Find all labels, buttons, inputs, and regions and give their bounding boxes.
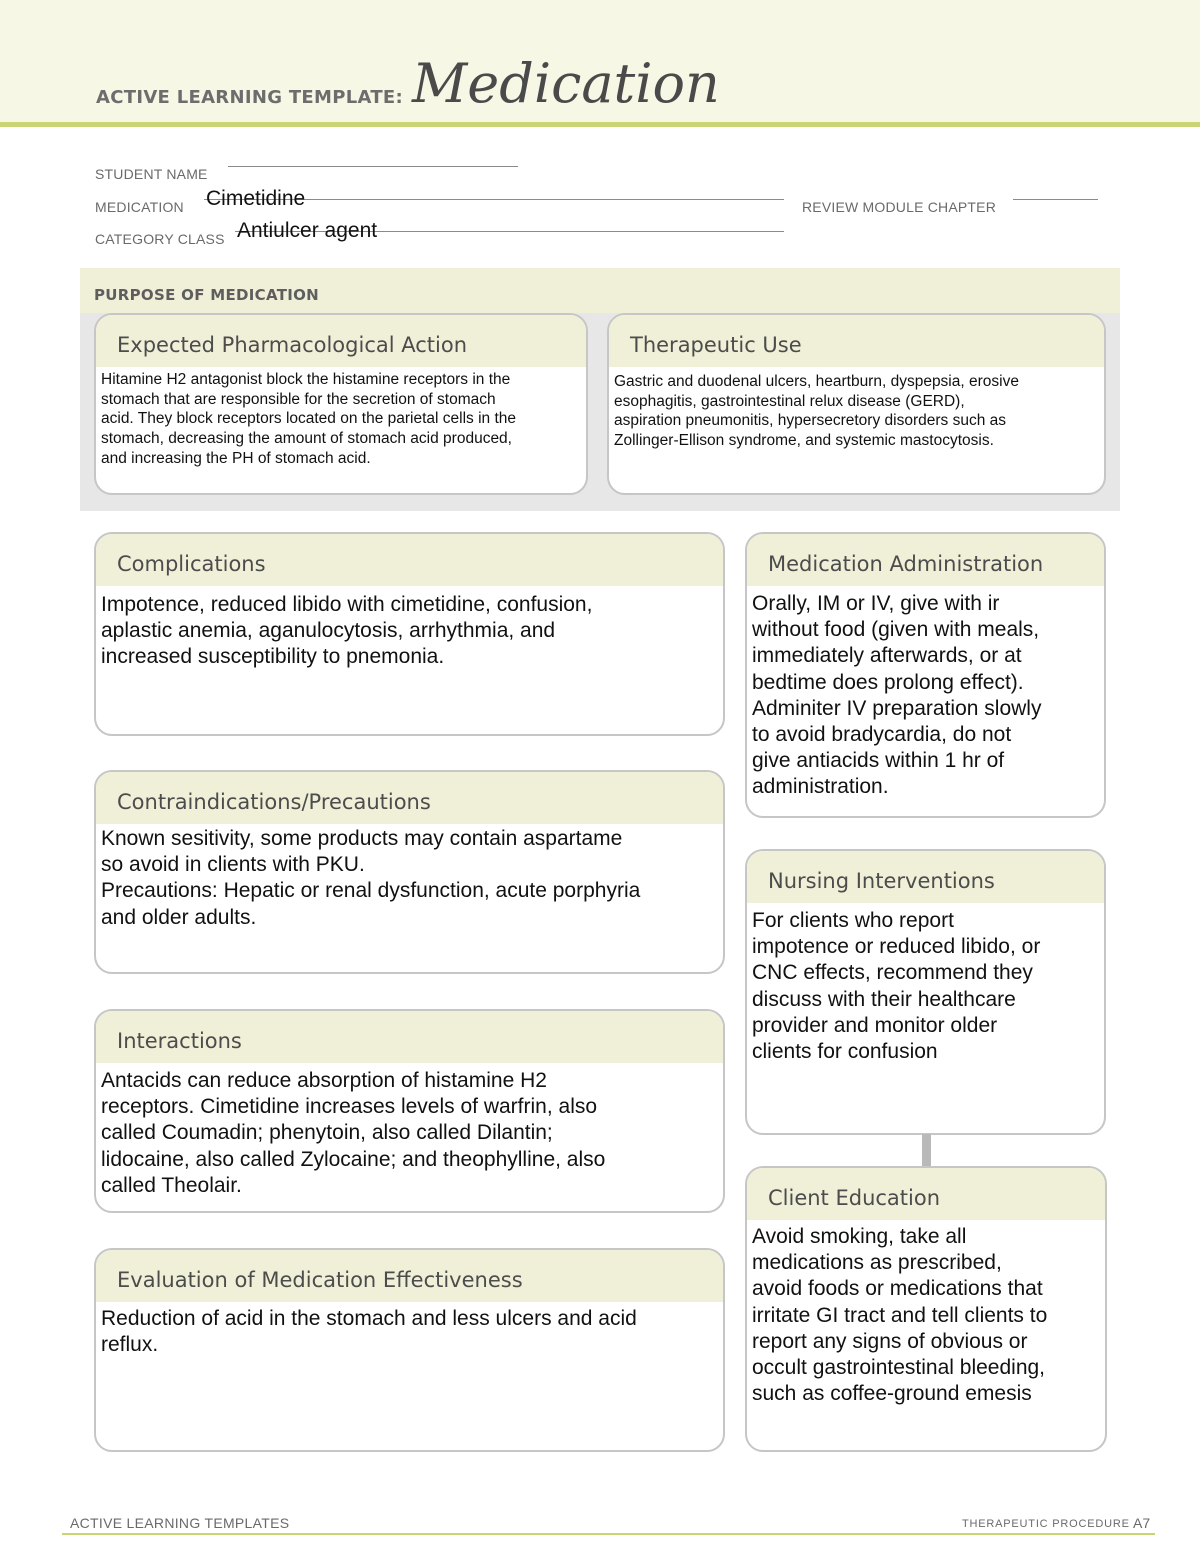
student-name-line [228,166,518,167]
complications-text[interactable]: Impotence, reduced libido with cimetidine, confusion, aplastic anemia, aganulocytosis, arrhythmia, and increased susceptibility to pnemonia. [101,593,593,669]
page-number: A7 [1133,1515,1151,1531]
education-title: Client Education [768,1186,941,1210]
administration-title: Medication Administration [768,552,1044,576]
therapeutic-use-box [607,313,1106,495]
header-divider [0,122,1200,127]
contraindications-box [94,770,725,974]
category-class-value[interactable]: Antiulcer agent [237,219,378,242]
student-name-label: STUDENT NAME [95,166,208,182]
evaluation-text[interactable]: Reduction of acid in the stomach and less ulcers and acid reflux. [101,1307,637,1357]
expected-action-title: Expected Pharmacological Action [117,333,468,357]
contraindications-title: Contraindications/Precautions [117,790,431,814]
complications-title: Complications [117,552,266,576]
contraindications-text[interactable]: Known sesitivity, some products may contain aspartame so avoid in clients with PKU. Precautions: Hepatic or renal dysfunction, acute porphyria and older adults. [101,827,641,929]
education-box [745,1166,1107,1452]
purpose-title: PURPOSE OF MEDICATION [94,286,320,304]
therapeutic-use-title: Therapeutic Use [630,333,802,357]
nursing-title: Nursing Interventions [768,869,995,893]
box-connector [922,1134,931,1166]
expected-action-box [94,313,588,495]
footer-divider [62,1533,1155,1535]
complications-box [94,532,725,736]
interactions-title: Interactions [117,1029,242,1053]
evaluation-title: Evaluation of Medication Effectiveness [117,1268,523,1292]
category-class-label: CATEGORY CLASS [95,231,225,247]
template-title: Medication [412,52,720,115]
review-module-label: REVIEW MODULE CHAPTER [802,199,996,215]
education-text[interactable]: Avoid smoking, take all medications as prescribed, avoid foods or medications that irritate GI tract and tell clients to report any signs of obvious or occult gastrointestinal bleeding, such as coffee-ground emesis [752,1225,1048,1406]
interactions-text[interactable]: Antacids can reduce absorption of histamine H2 receptors. Cimetidine increases levels of warfrin, also called Coumadin; phenytoin, also called Dilantin; lidocaine, also called Zylocaine; and theophylline, also called Theolair. [101,1069,606,1197]
footer-left-text: ACTIVE LEARNING TEMPLATES [70,1515,290,1531]
template-label: ACTIVE LEARNING TEMPLATE: [96,87,403,108]
nursing-text[interactable]: For clients who report impotence or reduced libido, or CNC effects, recommend they discuss with their healthcare provider and monitor older clients for confusion [752,909,1041,1064]
interactions-box [94,1009,725,1213]
evaluation-box [94,1248,725,1452]
nursing-box [745,849,1106,1135]
therapeutic-use-text[interactable]: Gastric and duodenal ulcers, heartburn, dyspepsia, erosive esophagitis, gastrointestinal relux disease (GERD), aspiration pneumonitis, hypersecretory disorders such as Zollinger-Ellison syndrome, and systemic mastocytosis. [614,373,1019,450]
medication-label: MEDICATION [95,199,184,215]
medication-value[interactable]: Cimetidine [206,187,306,210]
administration-box [745,532,1106,818]
footer-right-text: THERAPEUTIC PROCEDURE [962,1518,1130,1530]
expected-action-text[interactable]: Hitamine H2 antagonist block the histamine receptors in the stomach that are responsible for the secretion of stomach acid. They block receptors located on the parietal cells in the stomach, decreasing the amount of stomach acid produced, and increasing the PH of stomach acid. [101,371,517,467]
review-module-line [1013,199,1098,200]
administration-text[interactable]: Orally, IM or IV, give with ir without food (given with meals, immediately afterwards, or at bedtime does prolong effect). Adminiter IV preparation slowly to avoid bradycardia, do not give antiacids within 1 hr of administration. [752,592,1042,799]
